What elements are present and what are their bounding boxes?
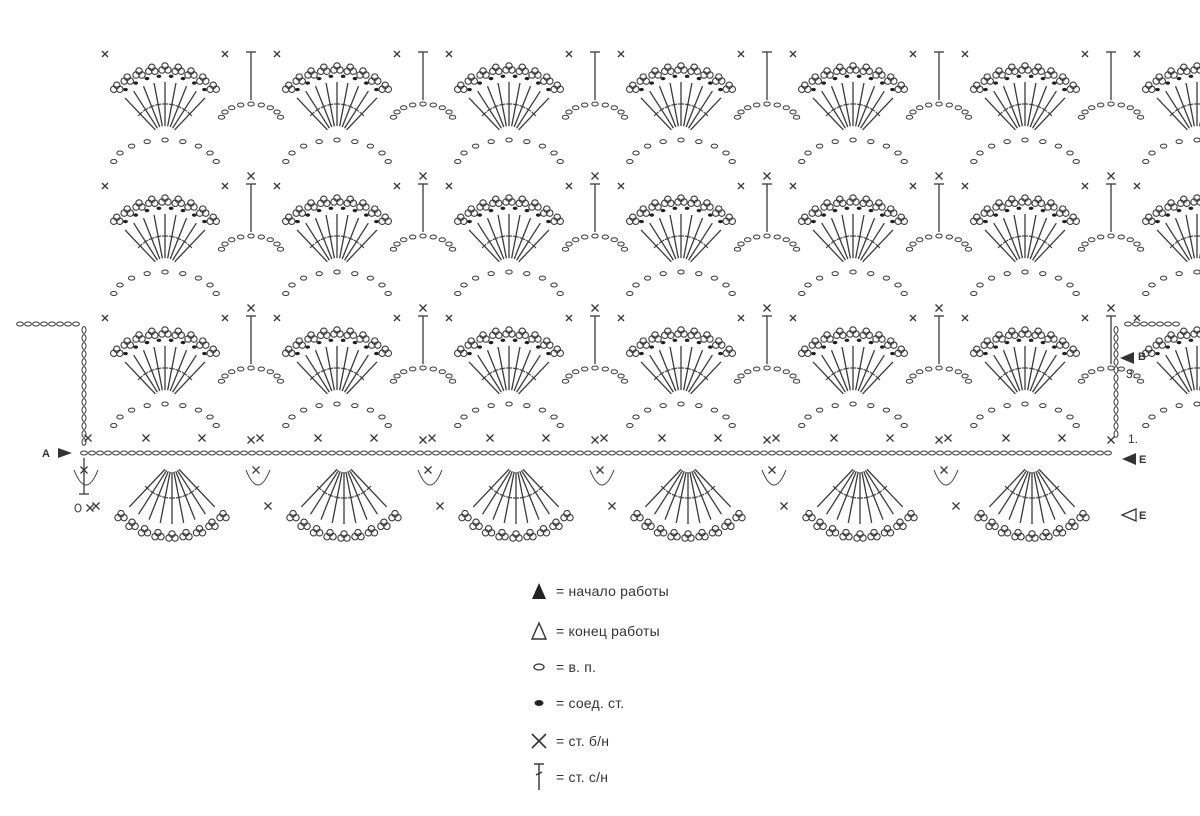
fan-motif — [274, 315, 456, 444]
legend-item-start — [528, 580, 669, 602]
legend-item-end — [528, 620, 660, 642]
fan-motif — [1134, 51, 1200, 164]
border-fan — [418, 467, 573, 542]
fan-motif — [790, 315, 972, 444]
open-triangle-icon — [528, 620, 550, 642]
legend-label: = соед. ст. — [556, 695, 625, 711]
fan-motif — [274, 183, 456, 312]
marker-start-b — [1120, 351, 1146, 364]
legend-item-chain — [528, 656, 596, 678]
row-zero-start — [75, 458, 94, 512]
legend-label: = ст. б/н — [556, 733, 610, 749]
svg-text:E: E — [1139, 510, 1147, 522]
svg-text:3.: 3. — [1126, 367, 1137, 381]
foundation-chain — [81, 451, 1112, 455]
fan-motif — [1134, 315, 1200, 428]
fan-motif — [962, 183, 1144, 312]
dc-stitch-icon — [528, 762, 550, 792]
legend-label: = в. п. — [556, 659, 597, 675]
legend-label: = конец работы — [556, 623, 660, 639]
svg-text:A: A — [42, 448, 50, 460]
fan-motif — [446, 183, 628, 312]
legend-item-slip — [528, 692, 624, 714]
fan-motif — [274, 51, 456, 180]
marker-end-e-top — [1122, 453, 1146, 466]
fan-motif — [102, 315, 284, 444]
legend-item-dc — [528, 766, 608, 788]
legend-item-sc — [528, 730, 609, 752]
legend-label: = начало работы — [556, 583, 669, 599]
marker-end-e-bottom — [1122, 509, 1146, 522]
fan-motif — [790, 183, 972, 312]
fan-motif — [446, 315, 628, 444]
row-number-1 — [1128, 432, 1138, 446]
svg-text:1.: 1. — [1128, 432, 1139, 446]
svg-text:B: B — [1138, 351, 1146, 363]
border-fan — [246, 467, 401, 542]
svg-text:E: E — [1139, 454, 1147, 466]
border-fan — [590, 467, 745, 542]
filled-triangle-icon — [528, 580, 550, 602]
chain-oval-icon — [528, 656, 550, 678]
marker-start-a — [42, 448, 72, 460]
cross-icon — [528, 730, 550, 752]
stitch-motifs — [74, 51, 1200, 541]
border-fan — [74, 467, 229, 542]
fan-motif — [446, 51, 628, 180]
legend-label: = ст. с/н — [556, 769, 609, 785]
row-number-3 — [1126, 367, 1136, 381]
fan-motif — [102, 51, 284, 180]
fan-motif — [618, 51, 800, 180]
fan-motif — [102, 183, 284, 312]
fan-motif — [618, 183, 800, 312]
slip-dot-icon — [528, 692, 550, 714]
fan-motif — [1134, 183, 1200, 296]
fan-motif — [962, 51, 1144, 180]
fan-motif — [790, 51, 972, 180]
border-fan — [762, 467, 917, 542]
border-fan — [934, 467, 1089, 542]
sc-row — [85, 435, 1066, 442]
fan-motif — [618, 315, 800, 444]
